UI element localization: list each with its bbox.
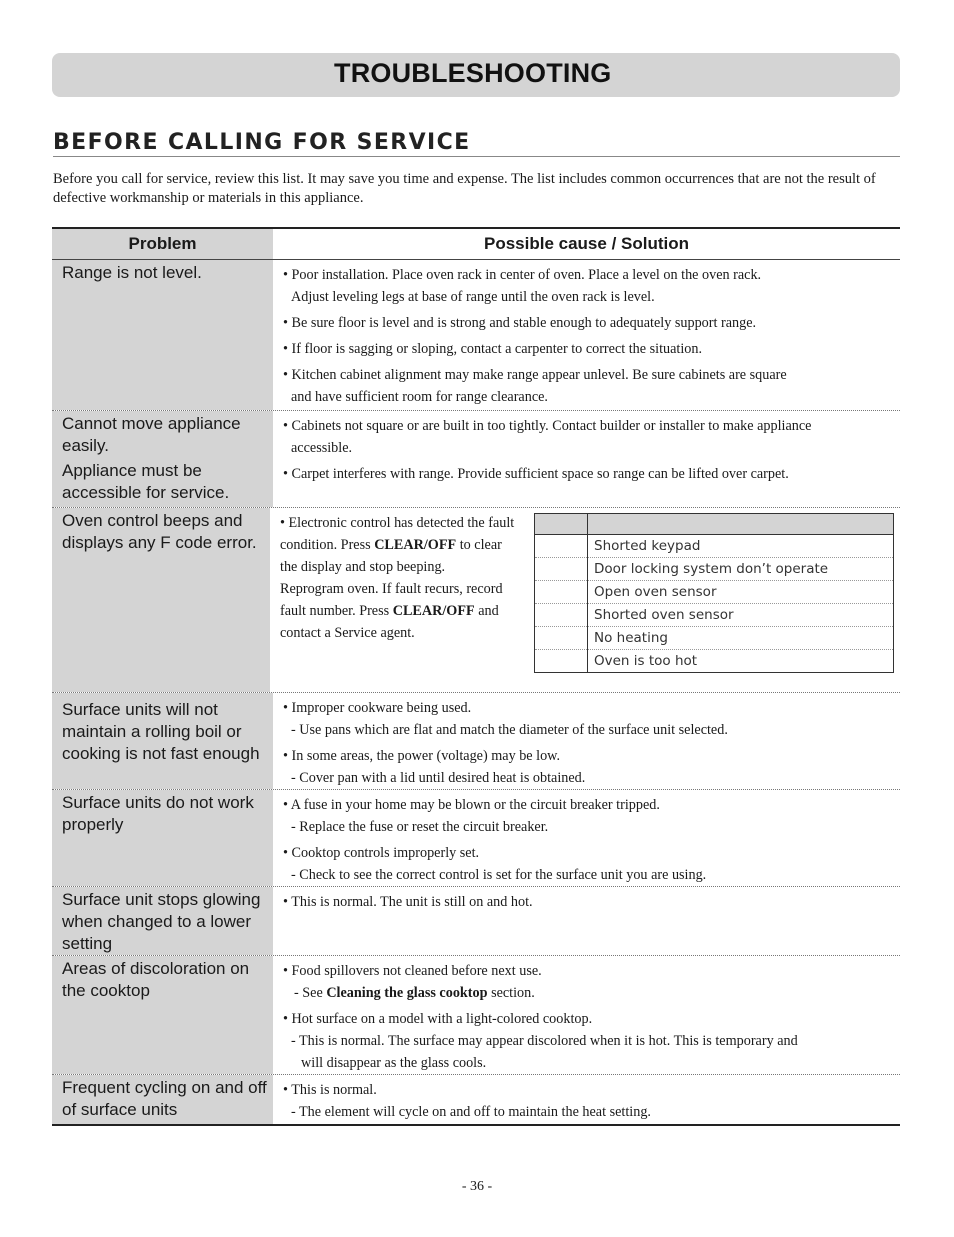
section-title: BEFORE CALLING FOR SERVICE — [53, 130, 471, 155]
problem-cell — [52, 693, 273, 789]
troubleshooting-table — [52, 227, 900, 1126]
table-row — [52, 956, 900, 1075]
solution-line: and have sufficient room for range clearance. — [291, 389, 548, 405]
fault-row — [535, 581, 894, 604]
solution-line: • In some areas, the power (voltage) may be low. — [283, 748, 561, 764]
problem-cell — [52, 887, 273, 955]
solution-item — [283, 1008, 894, 1074]
solution-line: contact a Service agent. — [280, 625, 415, 641]
table-row — [52, 693, 900, 790]
solution-line: - The element will cycle on and off to maintain the heat setting. — [291, 1104, 651, 1120]
solution-item — [283, 891, 894, 913]
header-problem: Problem — [52, 229, 273, 259]
problem-cell — [52, 260, 273, 410]
solution-cell — [273, 790, 900, 886]
solution-line: • Electronic control has detected the fault — [280, 515, 515, 531]
solution-line: Adjust leveling legs at base of range until the oven rack is level. — [291, 289, 655, 305]
fault-table-header — [535, 514, 894, 535]
problem-cell — [52, 790, 273, 886]
problem-text: Surface units do not work properly — [62, 793, 254, 834]
solution-line: • This is normal. — [283, 1082, 377, 1098]
fault-description: Oven is too hot — [594, 653, 698, 669]
problem-text: Range is not level. — [62, 263, 202, 282]
solution-cell — [273, 1075, 900, 1124]
problem-text: Oven control beeps and displays any F code error. — [62, 511, 257, 552]
fault-description: Door locking system don’t operate — [588, 558, 894, 581]
page-title: TROUBLESHOOTING — [334, 58, 612, 88]
solution-line: - This is normal. The surface may appear discolored when it is hot. This is temporary and — [291, 1033, 798, 1049]
fault-row — [535, 650, 894, 673]
fault-row — [535, 627, 894, 650]
solution-item — [283, 1079, 894, 1123]
page-number: - 36 - — [461, 1179, 493, 1194]
fault-description: Open oven sensor — [588, 581, 894, 604]
solution-line: accessible. — [291, 440, 353, 456]
problem-text: Surface unit stops glowing when changed to a lower setting — [62, 890, 261, 953]
solution-item — [283, 364, 894, 408]
table-row — [52, 411, 900, 508]
fault-row — [535, 604, 894, 627]
section-heading — [53, 130, 900, 157]
title-bar — [52, 53, 900, 97]
solution-line: the display and stop beeping. — [280, 559, 446, 575]
intro-paragraph: Before you call for service, review this list. It may save you time and expense. The list includes common occurrences that are not the result of defective workmanship or materials in this appliance. — [53, 171, 876, 206]
problem-text: Areas of discoloration on the cooktop — [62, 959, 250, 1000]
fault-row — [535, 535, 894, 558]
problem-cell — [52, 1075, 273, 1124]
solution-cell — [270, 508, 900, 692]
solution-line: • Improper cookware being used. — [283, 700, 472, 716]
solution-line: Reprogram oven. If fault recurs, record — [280, 581, 503, 597]
problem-text: Appliance must be accessible for service. — [62, 461, 230, 502]
solution-item — [283, 794, 894, 838]
solution-line: • Be sure floor is level and is strong and stable enough to adequately support range. — [283, 315, 757, 331]
solution-item — [283, 463, 894, 485]
problem-cell — [52, 956, 273, 1074]
solution-line: - See Cleaning the glass cooktop section. — [294, 985, 535, 1001]
table-header — [52, 229, 900, 260]
solution-item — [283, 697, 894, 741]
solution-item — [283, 312, 894, 334]
solution-line: • This is normal. The unit is still on and hot. — [283, 894, 533, 910]
solution-line: • Kitchen cabinet alignment may make range appear unlevel. Be sure cabinets are square — [283, 367, 787, 383]
solution-cell — [273, 887, 900, 955]
solution-cell — [273, 411, 900, 507]
solution-line: • Cooktop controls improperly set. — [283, 845, 480, 861]
problem-text: Surface units will not maintain a rolling boil or cooking is not fast enough — [62, 700, 260, 763]
solution-line: • A fuse in your home may be blown or the circuit breaker tripped. — [283, 797, 660, 813]
fault-description: Shorted keypad — [588, 535, 894, 558]
table-row — [52, 508, 900, 693]
fault-code-table — [534, 513, 894, 673]
solution-line: - Check to see the correct control is set for the surface unit you are using. — [291, 867, 707, 883]
solution-line: • Poor installation. Place oven rack in center of oven. Place a level on the oven rack. — [283, 267, 762, 283]
solution-line: • Cabinets not square or are built in too tightly. Contact builder or installer to make appliance — [283, 418, 812, 434]
fault-description: No heating — [588, 627, 894, 650]
table-row — [52, 887, 900, 956]
fault-description: Shorted oven sensor — [588, 604, 894, 627]
table-row — [52, 1075, 900, 1124]
solution-line: • Hot surface on a model with a light-colored cooktop. — [283, 1011, 593, 1027]
problem-cell — [52, 508, 270, 692]
solution-item — [283, 960, 894, 1004]
solution-item — [283, 338, 894, 360]
solution-line: • Carpet interferes with range. Provide sufficient space so range can be lifted over carpet. — [283, 466, 789, 482]
solution-cell — [273, 956, 900, 1074]
problem-text: Frequent cycling on and off of surface units — [62, 1078, 267, 1119]
table-row — [52, 260, 900, 411]
fault-section — [280, 512, 894, 673]
solution-cell — [273, 260, 900, 410]
solution-line: - Replace the fuse or reset the circuit breaker. — [291, 819, 549, 835]
solution-line: • Food spillovers not cleaned before next use. — [283, 963, 542, 979]
problem-cell — [52, 411, 273, 507]
solution-line: - Use pans which are flat and match the diameter of the surface unit selected. — [291, 722, 728, 738]
solution-cell — [273, 693, 900, 789]
fault-row — [535, 558, 894, 581]
problem-text: Cannot move appliance easily. — [62, 414, 241, 455]
solution-item — [283, 264, 894, 308]
solution-line: - Cover pan with a lid until desired heat is obtained. — [291, 770, 586, 786]
solution-line: fault number. Press CLEAR/OFF and — [280, 603, 499, 619]
solution-item — [283, 842, 894, 886]
table-row — [52, 790, 900, 887]
solution-item — [283, 415, 894, 459]
solution-line: • If floor is sagging or sloping, contact a carpenter to correct the situation. — [283, 341, 703, 357]
solution-item — [283, 745, 894, 789]
fault-instructions — [280, 512, 528, 673]
header-solution: Possible cause / Solution — [484, 234, 689, 253]
solution-line: condition. Press CLEAR/OFF to clear — [280, 537, 502, 553]
solution-line: will disappear as the glass cools. — [301, 1055, 487, 1071]
